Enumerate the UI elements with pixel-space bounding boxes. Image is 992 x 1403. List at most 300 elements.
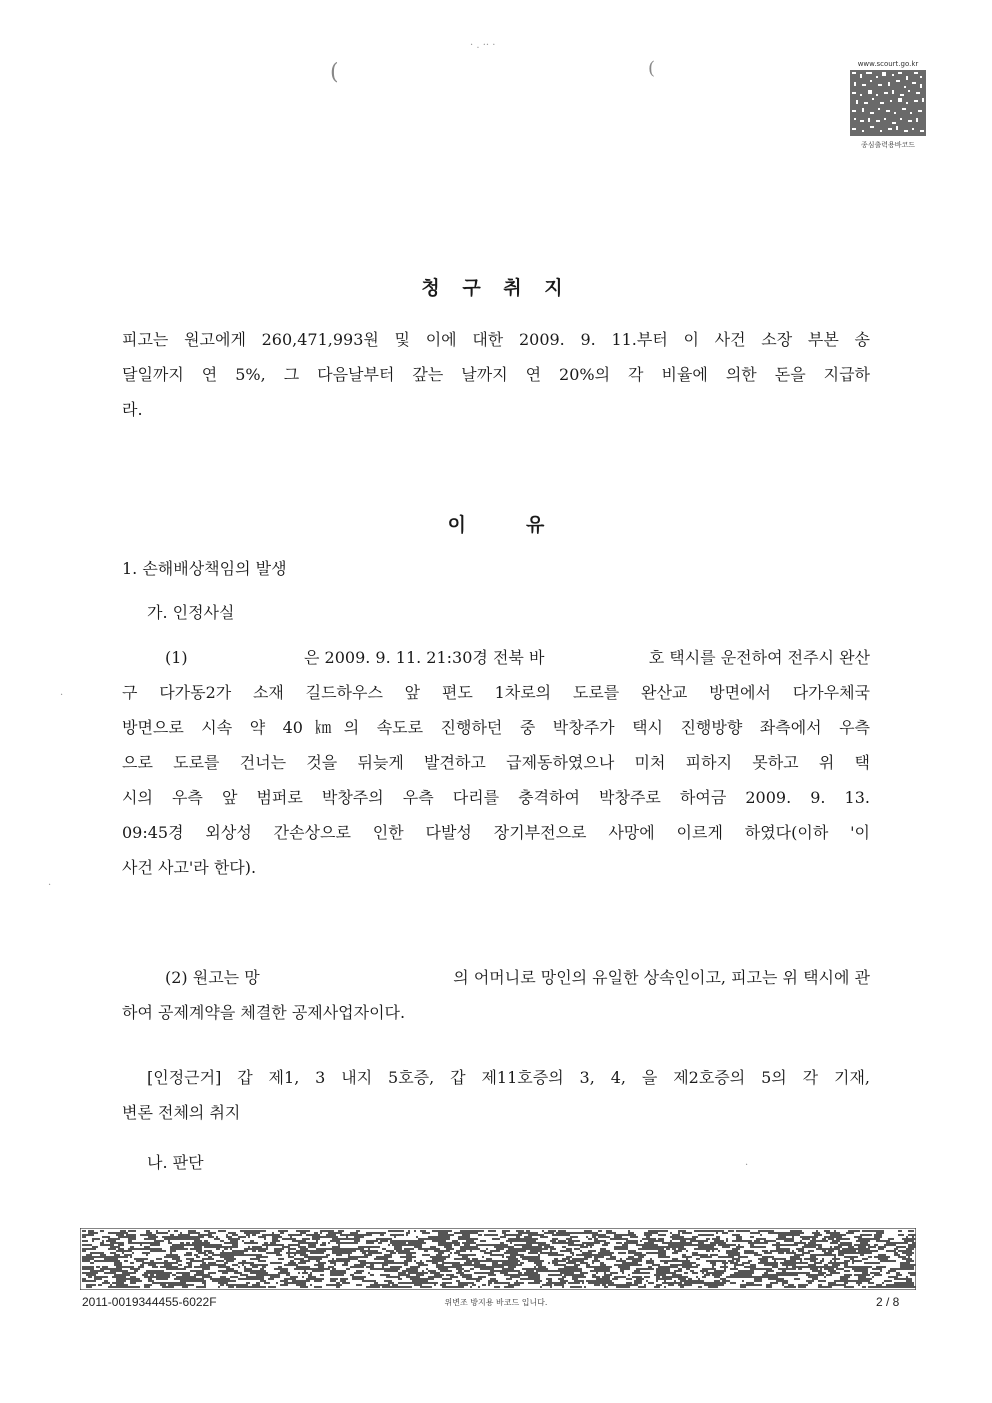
barcode-cell [268, 1278, 274, 1280]
barcode-cell [882, 1246, 886, 1248]
barcode-cell [306, 1278, 314, 1280]
barcode-cell [106, 1244, 108, 1246]
barcode-cell [316, 1248, 322, 1250]
barcode-cell [762, 1268, 770, 1270]
barcode-cell [480, 1260, 488, 1262]
barcode-cell [110, 1252, 116, 1254]
barcode-cell [880, 1258, 888, 1260]
barcode-cell [902, 1258, 906, 1260]
barcode-cell [470, 1282, 474, 1284]
barcode-cell [342, 1264, 348, 1266]
barcode-cell [818, 1284, 822, 1286]
barcode-cell [760, 1260, 768, 1262]
barcode-cell [912, 1286, 916, 1288]
barcode-cell [346, 1268, 350, 1270]
barcode-cell [776, 1242, 780, 1244]
qr-code-icon [850, 70, 926, 136]
barcode-cell [532, 1256, 540, 1258]
barcode-cell [148, 1234, 150, 1236]
barcode-cell [466, 1244, 470, 1246]
barcode-cell [208, 1256, 212, 1258]
barcode-cell [170, 1286, 174, 1288]
barcode-cell [374, 1282, 378, 1284]
barcode-cell [880, 1268, 882, 1270]
barcode-cell [896, 1268, 902, 1270]
evidence-line: 변론 전체의 취지 [122, 1103, 241, 1122]
barcode-cell [786, 1260, 790, 1262]
barcode-cell [558, 1254, 564, 1256]
barcode-cell [350, 1232, 358, 1234]
barcode-cell [510, 1242, 512, 1244]
barcode-cell [626, 1240, 628, 1242]
barcode-cell [218, 1270, 222, 1272]
barcode-cell [584, 1230, 592, 1232]
barcode-cell [420, 1286, 426, 1288]
barcode-cell [660, 1274, 666, 1276]
barcode-cell [704, 1270, 708, 1272]
barcode-cell [594, 1268, 596, 1270]
barcode-cell [744, 1266, 748, 1268]
barcode-cell [430, 1256, 438, 1258]
barcode-cell [602, 1280, 610, 1282]
barcode-cell [284, 1282, 288, 1284]
barcode-cell [150, 1260, 154, 1262]
barcode-cell [868, 1278, 872, 1280]
barcode-cell [252, 1242, 258, 1244]
barcode-cell [334, 1264, 336, 1266]
barcode-cell [466, 1262, 468, 1264]
barcode-cell [692, 1280, 694, 1282]
barcode-cell [594, 1260, 600, 1262]
barcode-cell [850, 1256, 854, 1258]
barcode-cell [824, 1268, 828, 1270]
barcode-cell [370, 1284, 378, 1286]
barcode-cell [696, 1254, 698, 1256]
barcode-cell [686, 1280, 692, 1282]
barcode-cell [184, 1244, 192, 1246]
barcode-cell [488, 1282, 490, 1284]
barcode-cell [904, 1250, 912, 1252]
barcode-cell [874, 1236, 878, 1238]
barcode-cell [304, 1250, 312, 1252]
barcode-cell [134, 1270, 138, 1272]
barcode-cell [354, 1250, 356, 1252]
barcode-cell [380, 1268, 388, 1270]
barcode-cell [568, 1272, 572, 1274]
barcode-cell [734, 1252, 740, 1254]
barcode-cell [838, 1244, 846, 1246]
barcode-cell [86, 1280, 94, 1282]
barcode-cell [340, 1272, 346, 1274]
barcode-cell [180, 1278, 182, 1280]
barcode-cell [142, 1242, 144, 1244]
barcode-cell [700, 1282, 704, 1284]
barcode-cell [472, 1284, 476, 1286]
barcode-cell [94, 1284, 96, 1286]
barcode-cell [840, 1242, 848, 1244]
barcode-cell [312, 1250, 318, 1252]
barcode-cell [82, 1258, 86, 1260]
barcode-cell [848, 1252, 856, 1254]
barcode-cell [508, 1248, 514, 1250]
barcode-cell [396, 1240, 404, 1242]
barcode-cell [104, 1282, 110, 1284]
barcode-cell [360, 1246, 368, 1248]
barcode-cell [462, 1242, 468, 1244]
barcode-cell [98, 1270, 102, 1272]
barcode-cell [150, 1242, 154, 1244]
barcode-cell [184, 1266, 186, 1268]
barcode-cell [674, 1260, 682, 1262]
barcode-cell [248, 1232, 250, 1234]
barcode-cell [330, 1280, 336, 1282]
barcode-cell [860, 1282, 862, 1284]
barcode-cell [598, 1284, 600, 1286]
barcode-cell [116, 1270, 120, 1272]
barcode-cell [590, 1270, 598, 1272]
barcode-cell [774, 1262, 778, 1264]
barcode-cell [574, 1248, 580, 1250]
barcode-cell [614, 1246, 616, 1248]
qr-site-url: www.scourt.go.kr [857, 60, 919, 68]
barcode-cell [610, 1254, 612, 1256]
barcode-cell [826, 1266, 830, 1268]
barcode-cell [848, 1280, 856, 1282]
barcode-cell [202, 1266, 210, 1268]
barcode-cell [340, 1242, 346, 1244]
barcode-cell [582, 1242, 588, 1244]
barcode-cell [482, 1272, 488, 1274]
barcode-cell [374, 1258, 382, 1260]
barcode-cell [664, 1286, 666, 1288]
barcode-cell [808, 1282, 812, 1284]
barcode-cell [400, 1256, 408, 1258]
barcode-cell [82, 1280, 86, 1282]
barcode-cell [220, 1278, 222, 1280]
barcode-cell [876, 1232, 882, 1234]
barcode-cell [190, 1266, 192, 1268]
barcode-cell [606, 1278, 610, 1280]
barcode-cell [642, 1238, 650, 1240]
barcode-cell [448, 1230, 452, 1232]
barcode-cell [664, 1230, 668, 1232]
barcode-cell [618, 1266, 624, 1268]
barcode-cell [352, 1238, 360, 1240]
barcode-cell [712, 1250, 714, 1252]
barcode-cell [96, 1266, 100, 1268]
barcode-cell [350, 1266, 358, 1268]
barcode-cell [86, 1286, 90, 1288]
barcode-cell [436, 1238, 442, 1240]
barcode-cell [738, 1256, 742, 1258]
barcode-cell [438, 1248, 440, 1250]
barcode-cell [160, 1284, 162, 1286]
barcode-cell [790, 1256, 792, 1258]
barcode-cell [148, 1236, 156, 1238]
barcode-cell [902, 1238, 906, 1240]
barcode-cell [678, 1236, 684, 1238]
barcode-cell [574, 1258, 582, 1260]
barcode-cell [690, 1244, 696, 1246]
barcode-cell [130, 1242, 134, 1244]
barcode-cell [658, 1256, 660, 1258]
barcode-cell [370, 1262, 376, 1264]
barcode-cell [332, 1238, 336, 1240]
barcode-cell [464, 1254, 470, 1256]
barcode-cell [88, 1248, 96, 1250]
barcode-cell [666, 1248, 670, 1250]
barcode-cell [846, 1276, 850, 1278]
barcode-cell [406, 1234, 408, 1236]
barcode-cell [216, 1236, 218, 1238]
barcode-cell [654, 1232, 658, 1234]
barcode-cell [896, 1274, 902, 1276]
barcode-cell [246, 1278, 254, 1280]
barcode-cell [592, 1234, 594, 1236]
barcode-cell [468, 1264, 472, 1266]
barcode-cell [846, 1280, 848, 1282]
barcode-cell [688, 1278, 692, 1280]
barcode-cell [102, 1240, 104, 1242]
barcode-cell [634, 1280, 638, 1282]
barcode-cell [438, 1272, 440, 1274]
barcode-cell [608, 1276, 610, 1278]
barcode-cell [766, 1272, 768, 1274]
barcode-cell [408, 1272, 416, 1274]
barcode-cell [222, 1266, 230, 1268]
barcode-cell [392, 1262, 400, 1264]
barcode-cell [420, 1282, 426, 1284]
barcode-cell [250, 1240, 254, 1242]
barcode-cell [194, 1246, 196, 1248]
barcode-cell [252, 1230, 260, 1232]
barcode-cell [864, 1262, 872, 1264]
barcode-cell [792, 1256, 800, 1258]
barcode-cell [566, 1238, 572, 1240]
barcode-cell [474, 1272, 482, 1274]
barcode-cell [214, 1246, 222, 1248]
barcode-cell [146, 1230, 150, 1232]
barcode-cell [328, 1232, 332, 1234]
barcode-cell [222, 1254, 226, 1256]
barcode-cell [672, 1238, 680, 1240]
barcode-cell [272, 1274, 280, 1276]
barcode-cell [286, 1252, 288, 1254]
barcode-cell [318, 1262, 326, 1264]
barcode-cell [638, 1254, 646, 1256]
barcode-cell [468, 1262, 472, 1264]
barcode-cell [230, 1276, 238, 1278]
barcode-cell [186, 1234, 190, 1236]
barcode-cell [524, 1272, 526, 1274]
barcode-cell [690, 1256, 692, 1258]
barcode-cell [114, 1282, 116, 1284]
barcode-cell [786, 1244, 788, 1246]
barcode-cell [586, 1280, 590, 1282]
barcode-cell [422, 1280, 424, 1282]
barcode-cell [540, 1236, 542, 1238]
barcode-cell [384, 1270, 390, 1272]
barcode-cell [196, 1236, 202, 1238]
barcode-cell [164, 1256, 166, 1258]
barcode-cell [874, 1234, 882, 1236]
barcode-cell [508, 1270, 510, 1272]
barcode-cell [256, 1232, 260, 1234]
barcode-cell [158, 1282, 162, 1284]
barcode-cell [634, 1284, 638, 1286]
barcode-cell [176, 1236, 182, 1238]
barcode-cell [610, 1280, 612, 1282]
barcode-cell [442, 1250, 444, 1252]
barcode-cell [776, 1272, 780, 1274]
barcode-cell [760, 1234, 762, 1236]
anti-forgery-barcode-icon [80, 1228, 916, 1290]
barcode-cell [818, 1286, 826, 1288]
barcode-cell [808, 1264, 810, 1266]
barcode-cell [860, 1274, 864, 1276]
barcode-cell [684, 1264, 692, 1266]
barcode-cell [228, 1246, 230, 1248]
barcode-cell [304, 1270, 306, 1272]
barcode-cell [228, 1236, 232, 1238]
barcode-cell [178, 1248, 182, 1250]
barcode-cell [508, 1266, 516, 1268]
barcode-cell [396, 1246, 402, 1248]
barcode-cell [392, 1276, 394, 1278]
barcode-cell [318, 1266, 324, 1268]
barcode-cell [676, 1270, 682, 1272]
barcode-cell [280, 1258, 284, 1260]
barcode-cell [506, 1250, 510, 1252]
barcode-cell [406, 1268, 410, 1270]
barcode-cell [186, 1252, 192, 1254]
barcode-cell [828, 1284, 834, 1286]
barcode-cell [462, 1268, 464, 1270]
barcode-cell [520, 1262, 524, 1264]
barcode-cell [410, 1266, 416, 1268]
scan-mark-right: ( [648, 58, 656, 79]
barcode-cell [336, 1238, 340, 1240]
barcode-cell [270, 1242, 276, 1244]
barcode-cell [750, 1274, 752, 1276]
barcode-cell [802, 1242, 806, 1244]
barcode-cell [150, 1238, 156, 1240]
barcode-cell [408, 1256, 416, 1258]
barcode-cell [486, 1258, 488, 1260]
barcode-cell [596, 1238, 598, 1240]
barcode-cell [198, 1234, 204, 1236]
barcode-cell [228, 1252, 232, 1254]
barcode-cell [890, 1284, 892, 1286]
barcode-cell [272, 1236, 276, 1238]
barcode-cell [778, 1236, 780, 1238]
barcode-cell [674, 1274, 682, 1276]
barcode-cell [598, 1266, 602, 1268]
barcode-cell [884, 1280, 886, 1282]
barcode-cell [130, 1236, 132, 1238]
barcode-cell [150, 1232, 152, 1234]
barcode-cell [728, 1250, 730, 1252]
barcode-cell [722, 1256, 730, 1258]
barcode-cell [746, 1250, 748, 1252]
barcode-cell [656, 1284, 658, 1286]
barcode-cell [798, 1250, 802, 1252]
barcode-cell [196, 1260, 198, 1262]
barcode-cell [112, 1244, 114, 1246]
barcode-cell [804, 1284, 808, 1286]
barcode-cell [516, 1238, 524, 1240]
barcode-cell [802, 1262, 808, 1264]
barcode-cell [336, 1286, 340, 1288]
barcode-cell [614, 1248, 616, 1250]
barcode-cell [470, 1286, 472, 1288]
barcode-cell [456, 1250, 458, 1252]
barcode-cell [372, 1286, 380, 1288]
barcode-cell [618, 1252, 620, 1254]
barcode-cell [756, 1268, 762, 1270]
barcode-cell [428, 1260, 436, 1262]
barcode-cell [524, 1240, 532, 1242]
barcode-cell [382, 1248, 384, 1250]
barcode-cell [130, 1272, 136, 1274]
barcode-cell [732, 1240, 738, 1242]
barcode-cell [406, 1270, 414, 1272]
claim-line: 달일까지 연 5%, 그 다음날부터 갚는 날까지 연 20%의 각 비율에 의한 돈을 지급하 [122, 365, 870, 384]
barcode-cell [416, 1262, 424, 1264]
barcode-cell [508, 1282, 510, 1284]
barcode-cell [574, 1264, 580, 1266]
barcode-cell [432, 1230, 434, 1232]
barcode-cell [338, 1230, 344, 1232]
barcode-cell [404, 1250, 410, 1252]
barcode-cell [108, 1244, 112, 1246]
barcode-cell [670, 1246, 678, 1248]
barcode-cell [124, 1278, 126, 1280]
barcode-cell [352, 1274, 354, 1276]
barcode-cell [276, 1282, 278, 1284]
barcode-cell [422, 1232, 430, 1234]
barcode-cell [466, 1260, 474, 1262]
barcode-cell [858, 1278, 864, 1280]
barcode-cell [682, 1256, 690, 1258]
barcode-cell [786, 1262, 794, 1264]
barcode-cell [682, 1266, 688, 1268]
barcode-cell [370, 1268, 374, 1270]
barcode-cell [810, 1240, 816, 1242]
page-number: 2 / 8 [876, 1295, 900, 1309]
barcode-cell [332, 1250, 340, 1252]
barcode-cell [698, 1286, 702, 1288]
barcode-cell [852, 1266, 860, 1268]
barcode-cell [208, 1242, 210, 1244]
barcode-cell [730, 1282, 734, 1284]
barcode-cell [372, 1264, 374, 1266]
barcode-cell [570, 1232, 574, 1234]
barcode-cell [680, 1268, 682, 1270]
barcode-cell [228, 1232, 236, 1234]
barcode-cell [436, 1276, 442, 1278]
barcode-cell [730, 1276, 736, 1278]
reason-title-left: 이 [447, 514, 466, 536]
barcode-cell [552, 1270, 560, 1272]
barcode-cell [534, 1248, 542, 1250]
barcode-cell [462, 1256, 468, 1258]
barcode-cell [518, 1272, 522, 1274]
barcode-cell [316, 1268, 324, 1270]
barcode-cell [148, 1278, 152, 1280]
barcode-cell [908, 1284, 910, 1286]
barcode-cell [440, 1264, 442, 1266]
